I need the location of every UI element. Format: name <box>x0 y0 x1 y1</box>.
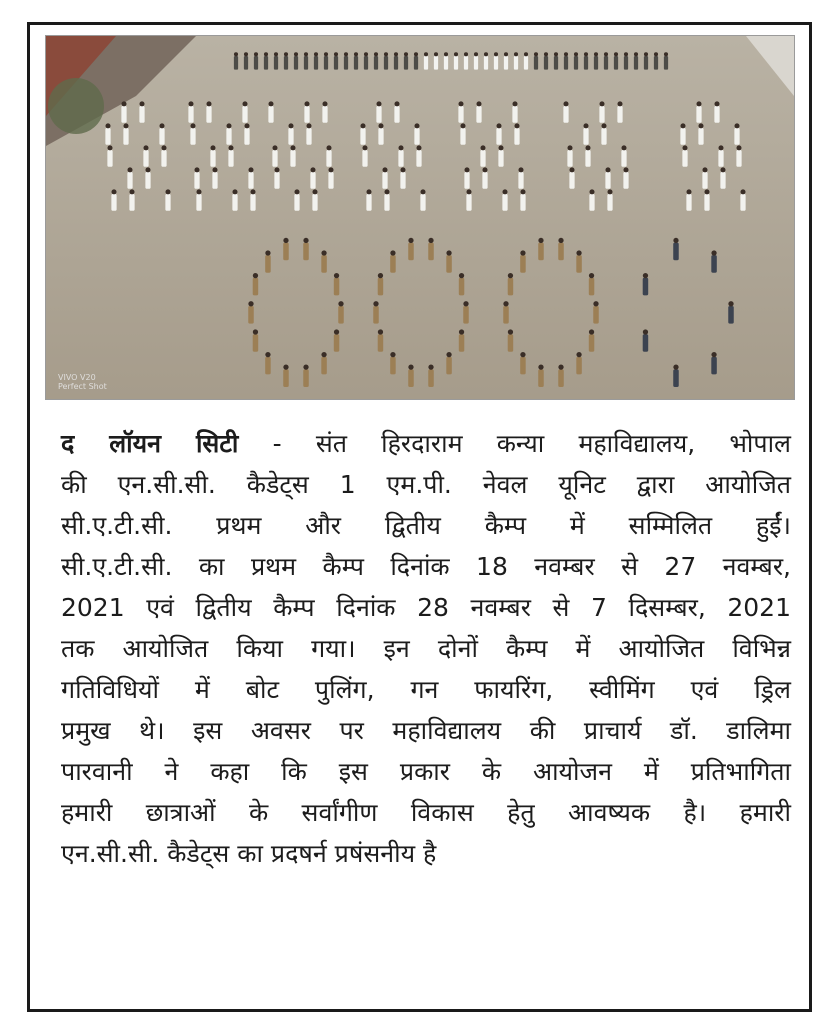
article-line: सी.ए.टी.सी. का प्रथम कैम्प दिनांक 18 नवम्बर से 27 नवम्बर, <box>61 552 791 581</box>
article-line: की एन.सी.सी. कैडेट्स 1 एम.पी. नेवल यूनिट द्वारा आयोजित <box>61 470 791 499</box>
article-line: एन.सी.सी. कैडेट्स का प्रदषर्न प्रषंसनीय है <box>61 839 437 868</box>
camera-watermark: VIVO V20 Perfect Shot <box>58 373 107 391</box>
article-line: सी.ए.टी.सी. प्रथम और द्वितीय कैम्प में सम्मिलित हुईं। <box>61 511 791 540</box>
photo-illustration <box>46 36 794 399</box>
newspaper-clipping <box>27 22 812 1012</box>
article-line: प्रमुख थे। इस अवसर पर महाविद्यालय की प्राचार्य डॉ. डालिमा <box>61 716 791 745</box>
article-line: हमारी छात्राओं के सर्वांगीण विकास हेतु आवष्यक है। हमारी <box>61 798 791 827</box>
dateline: द लॉयन सिटी <box>61 429 239 458</box>
article-line: पारवानी ने कहा कि इस प्रकार के आयोजन में प्रतिभागिता <box>61 757 791 786</box>
article-line: गतिविधियों में बोट पुलिंग, गन फायरिंग, स्वीमिंग एवं ड्रिल <box>61 675 791 704</box>
article-line: तक आयोजित किया गया। इन दोनों कैम्प में आयोजित विभिन्न <box>61 634 791 663</box>
article-line: द लॉयन सिटी - संत हिरदाराम कन्या महाविद्यालय, भोपाल <box>61 429 792 458</box>
news-article <box>61 423 791 874</box>
cadets-formation-photo <box>45 35 795 400</box>
article-line: 2021 एवं द्वितीय कैम्प दिनांक 28 नवम्बर से 7 दिसम्बर, 2021 <box>61 593 791 622</box>
